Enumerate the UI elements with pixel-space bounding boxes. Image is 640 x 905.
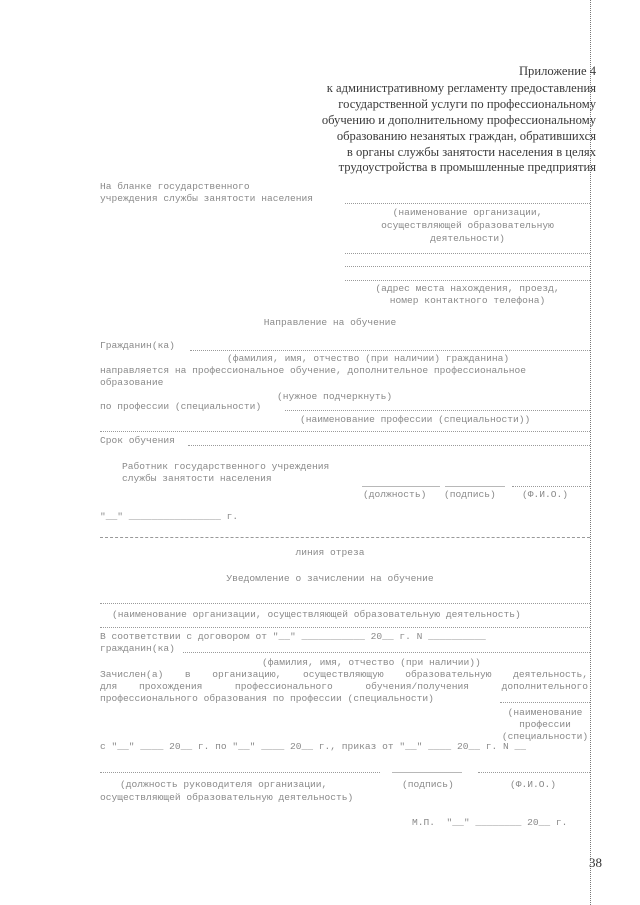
org-hint: деятельности) [430,233,505,244]
position-field[interactable] [362,486,440,487]
header-line: к административному регламенту предоставления [326,81,596,95]
head-position-hint: осуществляющей образовательную деятельность) [100,792,354,803]
org-hint: (наименование организации, [392,207,543,218]
notice-fio-hint: (фамилия, имя, отчество (при наличии)) [262,657,481,668]
notice-citizen-field[interactable] [183,652,590,653]
page-number: 38 [589,855,602,870]
profession-hint: (наименование профессии (специальности)) [300,414,531,425]
header-line: государственной услуги по профессиональному [338,97,596,111]
notice-profession-field[interactable] [500,702,590,703]
notice-profession-hint: (специальности) [501,731,589,742]
head-fio-field[interactable] [478,772,590,773]
profession-field-2[interactable] [100,431,590,432]
cut-line [100,537,590,538]
direction-title: Направление на обучение [263,317,397,328]
header-line: трудоустройства в промышленные предприятия [338,160,596,174]
notice-text: профессионального образования по профессии (специальности) [100,693,434,704]
notice-text: Зачислен(а) в организацию, осуществляющую образовательную деятельность, [100,669,588,680]
address-hint: (адрес места нахождения, проезд, [375,283,560,294]
term-field[interactable] [188,445,590,446]
notice-citizen-label: гражданин(ка) [100,643,175,654]
notice-org-hint: (наименование организации, осуществляющей образовательную деятельность) [112,609,521,620]
notice-profession-hint: профессии [519,719,571,730]
header-line: в органы службы занятости населения в целях [346,145,596,159]
notice-org-field[interactable] [100,603,590,604]
profession-field[interactable] [285,410,590,411]
header-line: образованию незанятых граждан, обратившихся [336,129,596,143]
profession-label: по профессии (специальности) [100,401,262,412]
appendix-label: Приложение 4 [518,64,596,78]
address-field[interactable] [345,253,590,254]
citizen-label: Гражданин(ка) [100,340,175,351]
org-hint: осуществляющей образовательную [381,220,554,231]
direction-text: направляется на профессиональное обучение, дополнительное профессиональное [100,365,527,376]
notice-org-field-2[interactable] [100,627,590,628]
head-signature-hint: (подпись) [402,779,454,790]
notice-title: Уведомление о зачислении на обучение [226,573,434,584]
notice-profession-hint: (наименование [507,707,583,718]
fio-field[interactable] [512,486,590,487]
notice-text: для прохождения профессионального обучения/получения дополнительного [100,681,588,692]
head-position-field[interactable] [100,772,380,773]
address-field[interactable] [345,280,590,281]
citizen-field[interactable] [190,350,590,351]
fio-hint: (фамилия, имя, отчество (при наличии) гражданина) [227,353,510,364]
stamp-date[interactable]: М.П. "__" ________ 20__ г. [412,817,568,828]
head-signature-field[interactable] [392,772,462,773]
head-fio-hint: (Ф.И.О.) [510,779,557,790]
term-label: Срок обучения [100,435,175,446]
date-field[interactable]: "__" ________________ г. [100,511,239,522]
blank-label: На бланке государственного [100,181,250,192]
period-line[interactable]: с "__" ____ 20__ г. по "__" ____ 20__ г., приказ от "__" ____ 20__ г. N __ [100,741,527,752]
worker-label: службы занятости населения [122,473,272,484]
underline-hint: (нужное подчеркнуть) [277,391,393,402]
contract-line[interactable]: В соответствии с договором от "__" ___________ 20__ г. N __________ [100,631,486,642]
cut-label: линия отреза [295,547,365,558]
signature-hint: (подпись) [444,489,496,500]
worker-label: Работник государственного учреждения [122,461,330,472]
position-hint: (должность) [363,489,427,500]
address-hint: номер контактного телефона) [389,295,546,306]
fio-hint: (Ф.И.О.) [522,489,569,500]
head-position-hint: (должность руководителя организации, [120,779,328,790]
org-name-field[interactable] [345,203,590,204]
header-line: обучению и дополнительному профессиональному [321,113,596,127]
address-field[interactable] [345,266,590,267]
direction-text: образование [100,377,164,388]
blank-label: учреждения службы занятости населения [100,193,314,204]
signature-field[interactable] [445,486,505,487]
